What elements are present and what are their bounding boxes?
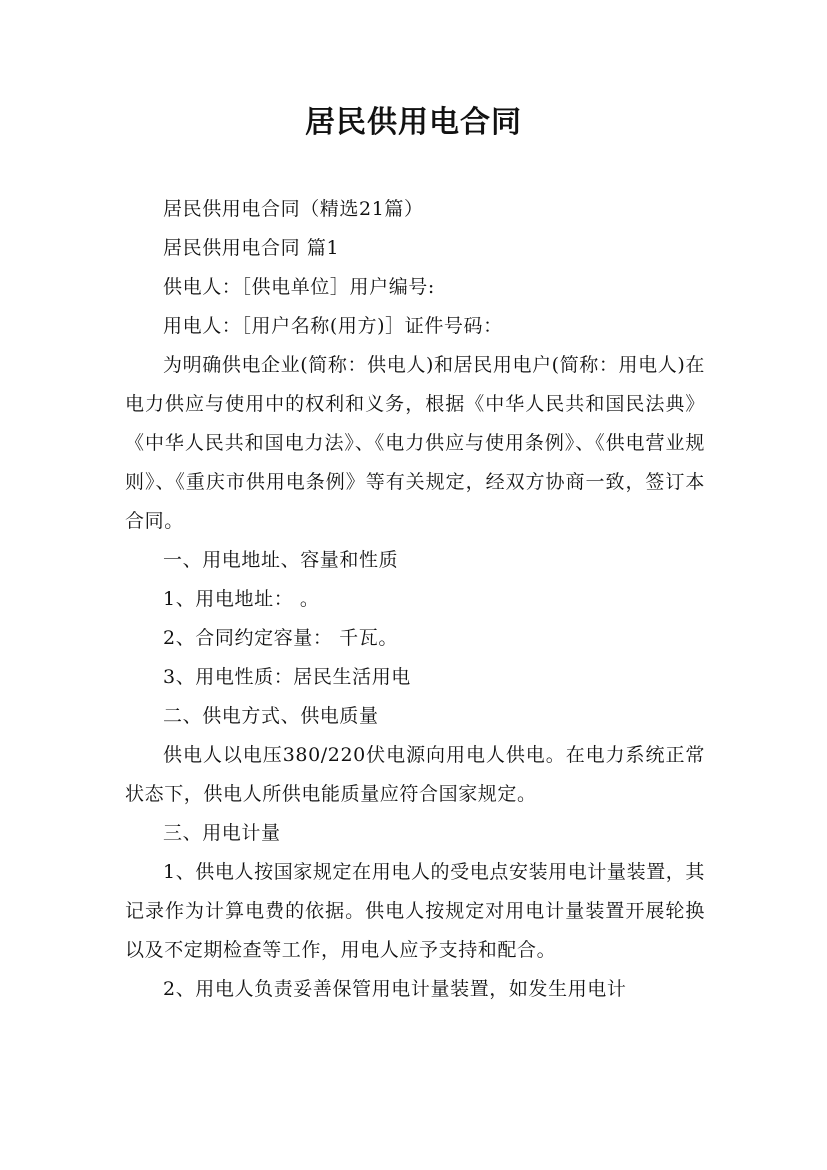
paragraph-address: 1、用电地址： 。 bbox=[163, 588, 320, 610]
document-title: 居民供用电合同 bbox=[305, 105, 522, 140]
paragraph-supplier: 供电人：［供电单位］用户编号: bbox=[163, 276, 435, 298]
heading-supply-method: 二、供电方式、供电质量 bbox=[163, 705, 379, 727]
paragraph-preamble: 为明确供电企业(简称：供电人)和居民用电户(简称：用电人)在电力供应与使用中的权利和义务，根据《中华人民共和国民法典》《中华人民共和国电力法》、《电力供应与使用条例》、《供电营业规则》、《重庆市供用电条例》等有关规定，经双方协商一致，签订本合同。 bbox=[125, 354, 705, 532]
paragraph-usage-type: 3、用电性质：居民生活用电 bbox=[163, 666, 411, 688]
paragraph-capacity: 2、合同约定容量： 千瓦。 bbox=[163, 627, 398, 649]
paragraph-metering-2: 2、用电人负责妥善保管用电计量装置，如发生用电计 bbox=[163, 978, 627, 1000]
paragraph-consumer: 用电人：［用户名称(用方)］证件号码： bbox=[163, 315, 503, 337]
paragraph-supply-method: 供电人以电压380/220伏电源向用电人供电。在电力系统正常状态下，供电人所供电能质量应符合国家规定。 bbox=[125, 744, 705, 805]
paragraph-section-heading: 居民供用电合同 篇1 bbox=[163, 237, 340, 259]
heading-metering: 三、用电计量 bbox=[163, 822, 281, 844]
paragraph-metering-1: 1、供电人按国家规定在用电人的受电点安装用电计量装置，其记录作为计算电费的依据。供电人按规定对用电计量装置开展轮换以及不定期检查等工作，用电人应予支持和配合。 bbox=[125, 861, 705, 961]
heading-address-capacity: 一、用电地址、容量和性质 bbox=[163, 549, 399, 571]
document-body bbox=[125, 190, 705, 1009]
paragraph-subtitle: 居民供用电合同（精选21篇） bbox=[163, 198, 424, 220]
